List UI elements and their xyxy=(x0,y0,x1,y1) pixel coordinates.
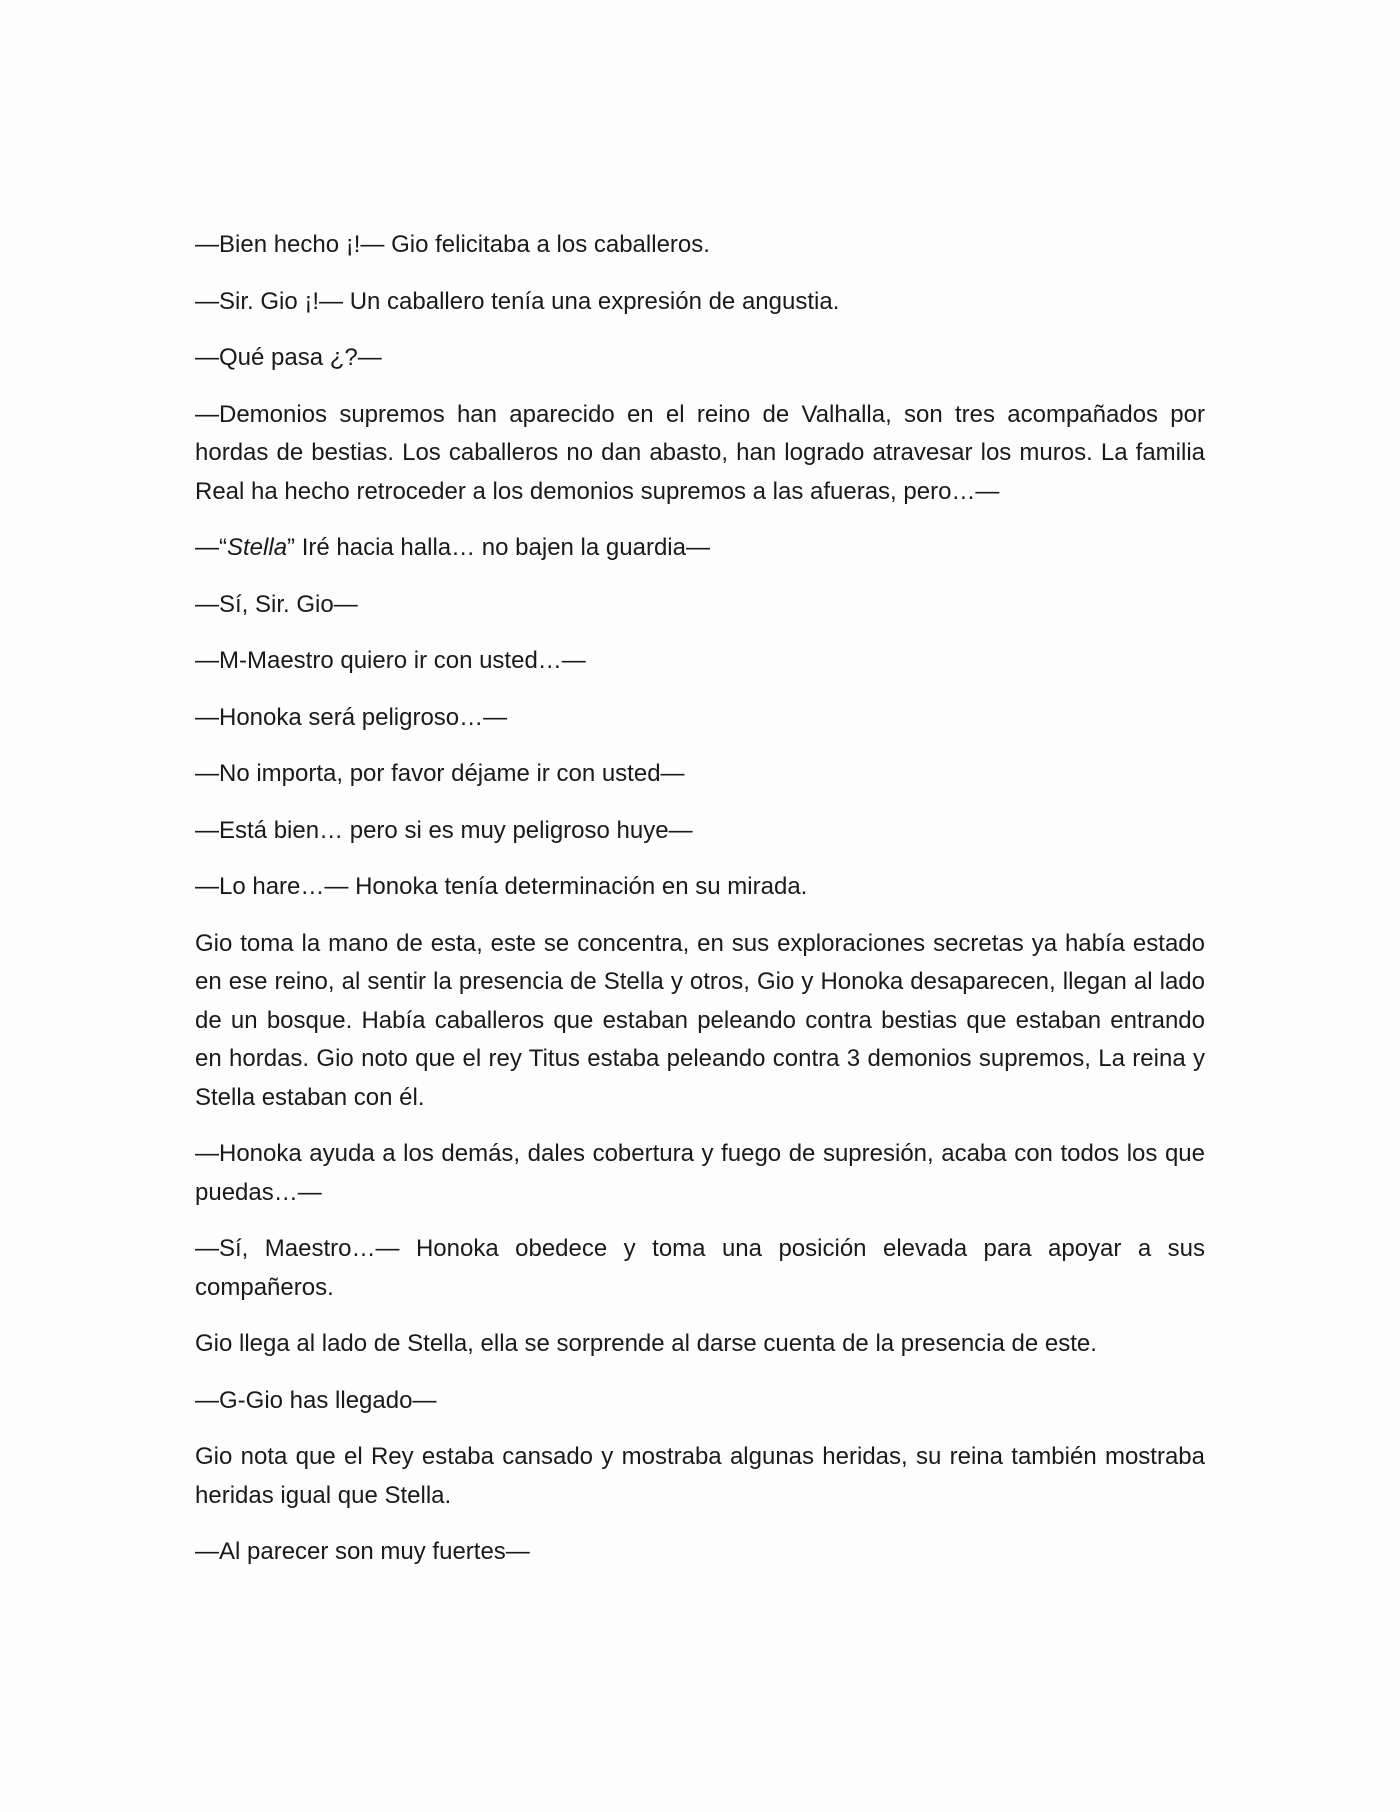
italic-name: Stella xyxy=(227,534,288,561)
body-text xyxy=(195,226,1205,1590)
paragraph: —M-Maestro quiero ir con usted…— xyxy=(195,647,586,674)
paragraph: Gio llega al lado de Stella, ella se sorprende al darse cuenta de la presencia de este. xyxy=(195,1330,1097,1357)
paragraph: —Demonios supremos han aparecido en el reino de Valhalla, son tres acompañados por hordas de bestias. Los caballeros no dan abasto, han logrado atravesar los muros. La familia Real ha hecho retroceder a los demonios supremos a las afueras, pero…— xyxy=(195,400,1205,505)
paragraph: —G-Gio has llegado— xyxy=(195,1386,437,1414)
paragraph: —Honoka será peligroso…— xyxy=(195,703,508,731)
paragraph: —Bien hecho ¡!— Gio felicitaba a los caballeros. xyxy=(195,231,710,258)
paragraph-prefix: —“ xyxy=(195,534,227,561)
paragraph: —Honoka ayuda a los demás, dales cobertura y fuego de supresión, acaba con todos los que puedas…— xyxy=(195,1140,1205,1206)
paragraph: —Está bien… pero si es muy peligroso huye— xyxy=(195,816,693,844)
paragraph: —Al parecer son muy fuertes— xyxy=(195,1538,530,1565)
paragraph-suffix: ” Iré hacia halla… no bajen la guardia— xyxy=(287,534,710,561)
paragraph: —Qué pasa ¿?— xyxy=(195,344,382,371)
paragraph: —Sí, Maestro…— Honoka obedece y toma una posición elevada para apoyar a sus compañeros. xyxy=(195,1235,1205,1301)
paragraph: —No importa, por favor déjame ir con usted— xyxy=(195,760,685,787)
paragraph: Gio toma la mano de esta, este se concentra, en sus exploraciones secretas ya había estado en ese reino, al sentir la presencia de Stella y otros, Gio y Honoka desaparecen, llegan al lado de un bosque. Había caballeros que estaban peleando contra bestias que estaban entrando en hordas. Gio noto que el rey Titus estaba peleando contra 3 demonios supremos, La reina y Stella estaban con él. xyxy=(195,929,1205,1111)
paragraph xyxy=(195,529,1205,568)
paragraph: —Sí, Sir. Gio— xyxy=(195,590,358,618)
paragraph: —Lo hare…— Honoka tenía determinación en su mirada. xyxy=(195,873,808,900)
paragraph: —Sir. Gio ¡!— Un caballero tenía una expresión de angustia. xyxy=(195,287,840,315)
paragraph: Gio nota que el Rey estaba cansado y mostraba algunas heridas, su reina también mostraba heridas igual que Stella. xyxy=(195,1443,1205,1509)
